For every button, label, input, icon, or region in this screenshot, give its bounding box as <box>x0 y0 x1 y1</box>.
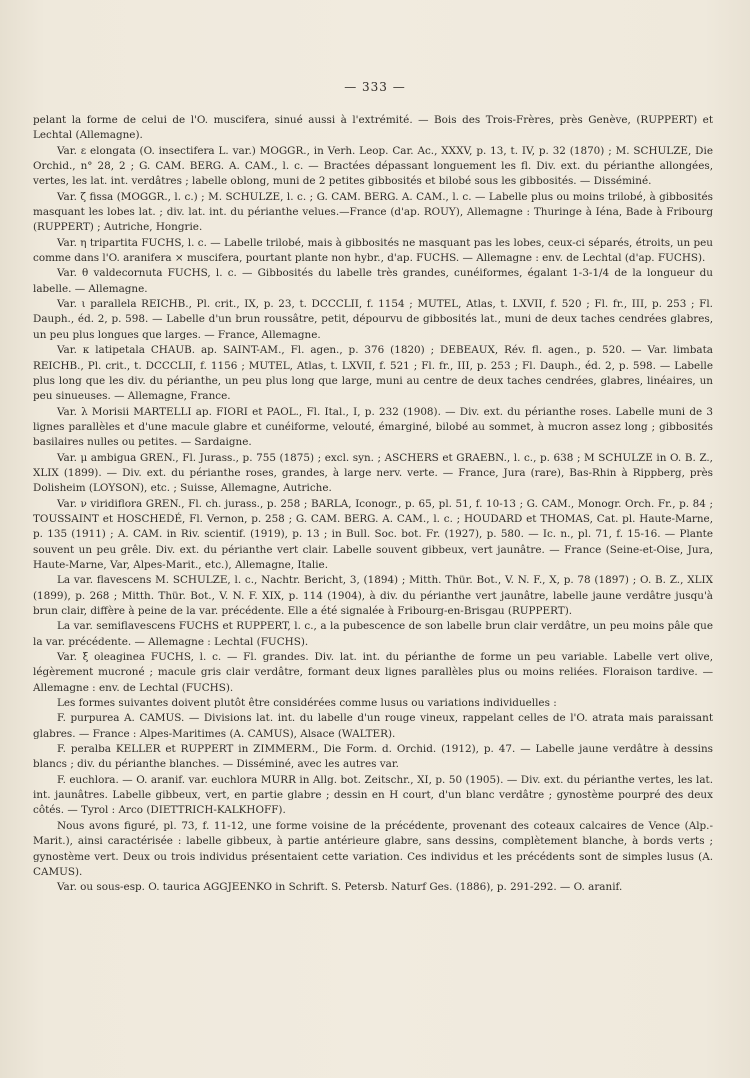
paragraph: Var. θ valdecornuta FUCHS, l. c. — Gibbosités du labelle très grandes, cunéiformes, égalant 1-3-1/4 de la longueur du labelle. — Allemagne. <box>33 267 713 295</box>
page-body <box>33 113 713 896</box>
paragraph: F. euchlora. — O. aranif. var. euchlora MURR in Allg. bot. Zeitschr., XI, p. 50 (1905). — Div. ext. du périanthe vertes, les lat. int. jaunâtres. Labelle gibbeux, vert, en partie glabre ; dessin en H court, d'un blanc verdâtre ; gynostème pourpré des deux côtés. — Tyrol : Arco (DIETTRICH-KALKHOFF). <box>33 773 713 817</box>
paragraph: Var. ι parallela REICHB., Pl. crit., IX, p. 23, t. DCCCLII, f. 1154 ; MUTEL, Atlas, t. LXVII, f. 520 ; Fl. fr., III, p. 253 ; Fl. Dauph., éd. 2, p. 598. — Labelle d'un brun roussâtre, petit, dépourvu de gibbosités lat., muni de deux taches cendrées glabres, un peu plus longues que larges. — France, Allemagne. <box>33 298 713 341</box>
page-number: — 333 — <box>344 80 406 94</box>
paragraph: Var. ξ oleaginea FUCHS, l. c. — Fl. grandes. Div. lat. int. du périanthe de forme un peu variable. Labelle vert olive, légèrement mucroné ; macule gris clair verdâtre, formant deux lignes parallèles plus ou moins reliées. Floraison tardive. — Allemagne : env. de Lechtal (FUCHS). <box>33 651 713 694</box>
paragraph: Var. λ Morisii MARTELLI ap. FIORI et PAOL., Fl. Ital., I, p. 232 (1908). — Div. ext. du périanthe roses. Labelle muni de 3 lignes parallèles et d'une macule glabre et cunéiforme, velouté, émarginé, bilobé au sommet, à mucron assez long ; gibbosités basilaires nulles ou petites. — Sardaigne. <box>33 405 713 449</box>
paragraph: Les formes suivantes doivent plutôt être considérées comme lusus ou variations individuelles : <box>57 697 557 710</box>
paragraph: Var. ou sous-esp. O. taurica AGGJEENKO in Schrift. S. Petersb. Naturf Ges. (1886), p. 291-292. — O. aranif. <box>57 881 623 894</box>
paragraph: pelant la forme de celui de l'O. muscifera, sinué aussi à l'extrémité. — Bois des Trois-Frères, près Genève, (RUPPERT) et Lechtal (Allemagne). <box>33 114 713 142</box>
paragraph: Var. μ ambigua GREN., Fl. Jurass., p. 755 (1875) ; excl. syn. ; ASCHERS et GRAEBN., l. c., p. 638 ; M SCHULZE in O. B. Z., XLIX (1899). — Div. ext. du périanthe roses, grandes, à large nerv. verte. — France, Jura (rare), Bas-Rhin à Rippberg, près Dolisheim (LOYSON), etc. ; Suisse, Allemagne, Autriche. <box>33 451 713 495</box>
paragraph: Nous avons figuré, pl. 73, f. 11-12, une forme voisine de la précédente, provenant des coteaux calcaires de Vence (Alp.-Marit.), ainsi caractérisée : labelle gibbeux, à partie antérieure glabre, sans dessins, complètement blanche, à bords verts ; gynostème vert. Deux ou trois individus présentaient cette variation. Ces individus et les précédents sont de simples lusus (A. CAMUS). <box>33 819 713 878</box>
paragraph: Var. ε elongata (O. insectifera L. var.) MOGGR., in Verh. Leop. Car. Ac., XXXV, p. 13, t. IV, p. 32 (1870) ; M. SCHULZE, Die Orchid., n° 28, 2 ; G. CAM. BERG. A. CAM., l. c. — Bractées dépassant longuement les fl. Div. ext. du périanthe allongées, vertes, les lat. int. verdâtres ; labelle oblong, muni de 2 petites gibbosités et bilobé sous les gibbosités. — Disséminé. <box>33 144 713 188</box>
paragraph: Var. κ latipetala CHAUB. ap. SAINT-AM., Fl. agen., p. 376 (1820) ; DEBEAUX, Rév. fl. agen., p. 520. — Var. limbata REICHB., Pl. crit., t. DCCCLII, f. 1156 ; MUTEL, Atlas, t. LXVII, f. 521 ; Fl. fr., III, p. 253 ; Fl. Dauph., éd. 2, p. 598. — Labelle plus long que les div. du périanthe, un peu plus long que large, muni au centre de deux taches cendrées, glabres, linéaires, un peu sinueuses. — Allemagne, France. <box>33 344 713 403</box>
paragraph: La var. semiflavescens FUCHS et RUPPERT, l. c., a la pubescence de son labelle brun clair verdâtre, un peu moins pâle que la var. précédente. — Allemagne : Lechtal (FUCHS). <box>33 620 713 648</box>
paragraph: Var. ν viridiflora GREN., Fl. ch. jurass., p. 258 ; BARLA, Iconogr., p. 65, pl. 51, f. 10-13 ; G. CAM., Monogr. Orch. Fr., p. 84 ; TOUSSAINT et HOSCHEDÉ, Fl. Vernon, p. 258 ; G. CAM. BERG. A. CAM., l. c. ; HOUDARD et THOMAS, Cat. pl. Haute-Marne, p. 135 (1911) ; A. CAM. in Riv. scientif. (1919), p. 13 ; in Bull. Soc. bot. Fr. (1927), p. 580. — Ic. n., pl. 71, f. 15-16. — Plante souvent un peu grêle. Div. ext. du périanthe vert clair. Labelle souvent gibbeux, vert jaunâtre. — France (Seine-et-Oise, Jura, Haute-Marne, Var, Alpes-Marit., etc.), Allemagne, Italie. <box>33 497 713 571</box>
paragraph: Var. ζ fissa (MOGGR., l. c.) ; M. SCHULZE, l. c. ; G. CAM. BERG. A. CAM., l. c. — Labelle plus ou moins trilobé, à gibbosités masquant les lobes lat. ; div. lat. int. du périanthe velues.—France (d'ap. ROUY), Allemagne : Thuringe à Iéna, Bade à Fribourg (RUPPERT) ; Autriche, Hongrie. <box>33 190 713 234</box>
paragraph: Var. η tripartita FUCHS, l. c. — Labelle trilobé, mais à gibbosités ne masquant pas les lobes, ceux-ci séparés, étroits, un peu comme dans l'O. aranifera × muscifera, pourtant plante non hybr., d'ap. FUCHS. — Allemagne : env. de Lechtal (d'ap. FUCHS). <box>33 236 713 265</box>
paragraph: F. purpurea A. CAMUS. — Divisions lat. int. du labelle d'un rouge vineux, rappelant celles de l'O. atrata mais paraissant glabres. — France : Alpes-Maritimes (A. CAMUS), Alsace (WALTER). <box>33 712 713 740</box>
paragraph: F. peralba KELLER et RUPPERT in ZIMMERM., Die Form. d. Orchid. (1912), p. 47. — Labelle jaune verdâtre à dessins blancs ; div. du périanthe blanches. — Disséminé, avec les autres var. <box>33 743 713 771</box>
paragraph: La var. flavescens M. SCHULZE, l. c., Nachtr. Bericht, 3, (1894) ; Mitth. Thür. Bot., V. N. F., X, p. 78 (1897) ; O. B. Z., XLIX (1899), p. 268 ; Mitth. Thür. Bot., V. N. F. XIX, p. 114 (1904), à div. du périanthe vert jaunâtre, labelle jaune verdâtre jusqu'à brun clair, diffère à peine de la var. précédente. Elle a été signalée à Fribourg-en-Brisgau (RUPPERT). <box>33 574 713 617</box>
